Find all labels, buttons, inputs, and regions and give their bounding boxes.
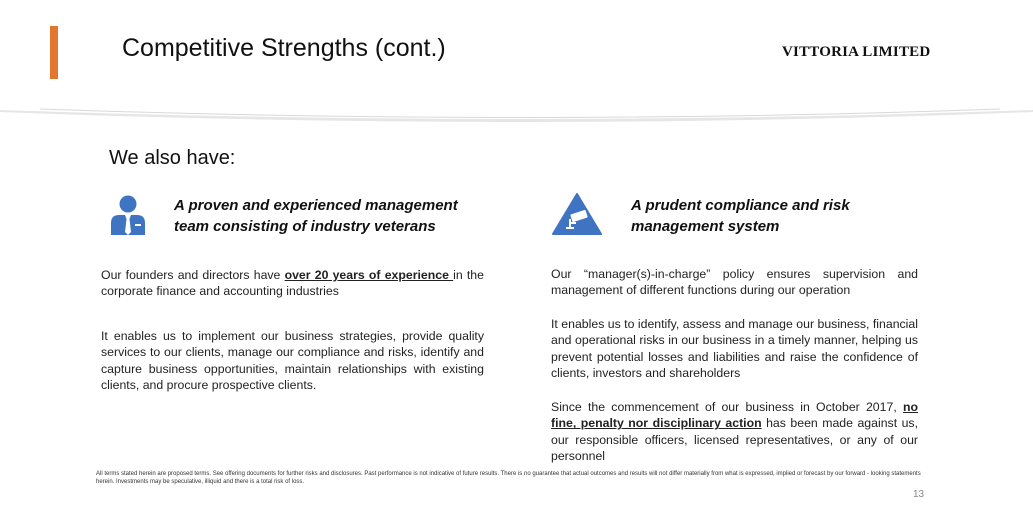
company-name: VITTORIA LIMITED bbox=[782, 44, 931, 60]
right-heading-line1: A prudent compliance and risk bbox=[631, 197, 850, 214]
disclaimer-footnote: All terms stated herein are proposed terms. See offering documents for further risks and disclosures. Past performance is not indicative of future results. There is no guarantee that actual outcomes and results will not differ materially from what is expressed, implied or forecast by our forward - looking statements herein. Investments may be speculative, illiquid and there is a total risk of loss. bbox=[96, 471, 921, 485]
left-p1-emphasis: over 20 years of experience bbox=[284, 268, 454, 282]
page-number: 13 bbox=[913, 489, 925, 500]
right-paragraph-3 bbox=[551, 399, 918, 465]
right-heading-line2: management system bbox=[631, 218, 780, 235]
left-heading-line2: team consisting of industry veterans bbox=[174, 218, 436, 235]
right-paragraph-1: Our “manager(s)-in-charge” policy ensures supervision and management of different functions during our operation bbox=[551, 267, 918, 298]
left-paragraph-2: It enables us to implement our business strategies, provide quality services to our clients, manage our compliance and risks, identify and capture business opportunities, maintain relationships with existing clients, and procure prospective clients. bbox=[101, 329, 484, 393]
slide-title: Competitive Strengths (cont.) bbox=[122, 34, 446, 62]
left-p1-text-end: in the corporate finance and accounting industries bbox=[101, 268, 484, 299]
left-p1-text: Our founders and directors have bbox=[101, 268, 285, 282]
title-accent-bar bbox=[50, 26, 58, 79]
intro-text: We also have: bbox=[109, 147, 236, 169]
right-p3-emphasis: no fine, penalty nor disciplinary action bbox=[551, 400, 918, 431]
right-p3-text: Since the commencement of our business in October 2017, bbox=[551, 400, 903, 414]
right-p3-text-end: has been made against us, our responsible officers, licensed representatives, or any of our personnel bbox=[551, 416, 918, 464]
business-person-icon bbox=[109, 194, 147, 236]
left-heading-line1: A proven and experienced management bbox=[174, 197, 458, 214]
surveillance-camera-warning-icon bbox=[551, 192, 603, 236]
left-paragraph-1 bbox=[101, 267, 484, 300]
left-heading bbox=[174, 195, 514, 237]
right-heading bbox=[631, 195, 951, 237]
right-paragraph-2: It enables us to identify, assess and manage our business, financial and operational risks in our business in a timely manner, helping us prevent potential losses and liabilities and raise the confidence of clients, investors and shareholders bbox=[551, 317, 918, 381]
header-divider bbox=[0, 90, 1033, 140]
